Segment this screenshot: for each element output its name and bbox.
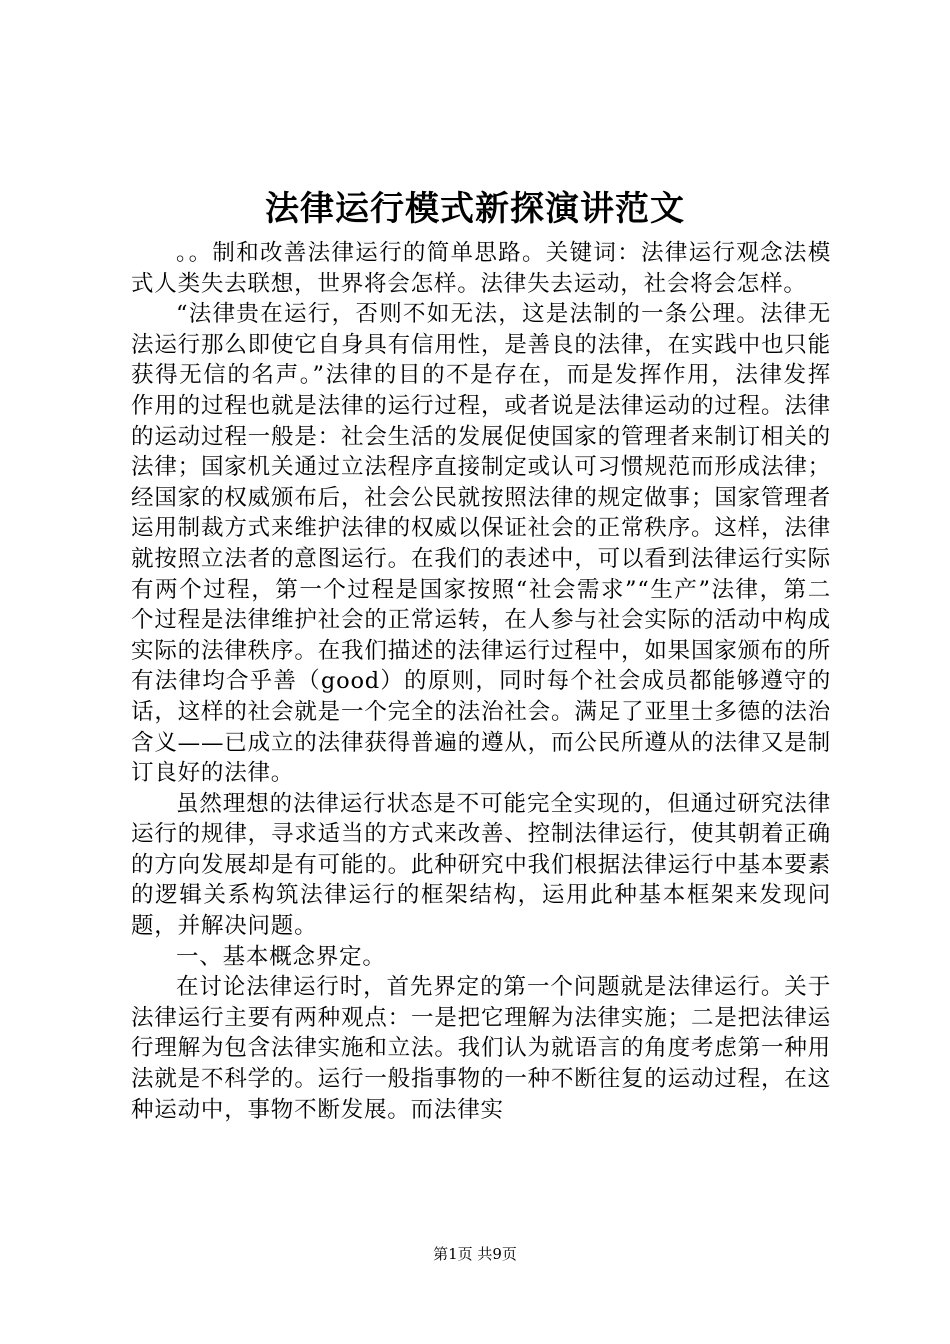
paragraph-4: 在讨论法律运行时，首先界定的第一个问题就是法律运行。关于法律运行主要有两种观点：一是把它理解为法律实施；二是把法律运行理解为包含法律实施和立法。我们认为就语言的角度考虑第一种用法就是不科学的。运行一般指事物的一种不断往复的运动过程，在这种运动中，事物不断发展。而法律实 bbox=[131, 974, 831, 1123]
document-title: 法律运行模式新探演讲范文 bbox=[265, 189, 685, 229]
document-body bbox=[131, 238, 831, 1125]
section-heading: 一、基本概念界定。 bbox=[176, 943, 386, 970]
paragraph-2: “法律贵在运行，否则不如无法，这是法制的一条公理。法律无法运行那么即使它自身具有信用性，是善良的法律，在实践中也只能获得无信的名声。”法律的目的不是存在，而是发挥作用，法律发挥作用的过程也就是法律的运行过程，或者说是法律运动的过程。法律的运动过程一般是：社会生活的发展促使国家的管理者来制订相关的法律；国家机关通过立法程序直接制定或认可习惯规范而形成法律；经国家的权威颁布后，社会公民就按照法律的规定做事；国家管理者运用制裁方式来维护法律的权威以保证社会的正常秩序。这样，法律就按照立法者的意图运行。在我们的表述中，可以看到法律运行实际有两个过程，第一个过程是国家按照“社会需求”“生产”法律，第二个过程是法律维护社会的正常运转，在人参与社会实际的活动中构成实际的法律秩序。在我们描述的法律运行过程中，如果国家颁布的所有法律均合乎善（good）的原则，同时每个社会成员都能够遵守的话，这样的社会就是一个完全的法治社会。满足了亚里士多德的法治含义——已成立的法律获得普遍的遵从，而公民所遵从的法律又是制订良好的法律。 bbox=[131, 301, 831, 787]
paragraph-3: 虽然理想的法律运行状态是不可能完全实现的，但通过研究法律运行的规律，寻求适当的方式来改善、控制法律运行，使其朝着正确的方向发展却是有可能的。此种研究中我们根据法律运行中基本要素的逻辑关系构筑法律运行的框架结构，运用此种基本框架来发现问题，并解决问题。 bbox=[131, 790, 831, 940]
paragraph-1: 。。制和改善法律运行的简单思路。关键词：法律运行观念法模式人类失去联想，世界将会怎样。法律失去运动，社会将会怎样。 bbox=[131, 240, 831, 297]
page-footer: 第1页 共9页 bbox=[433, 1245, 517, 1263]
